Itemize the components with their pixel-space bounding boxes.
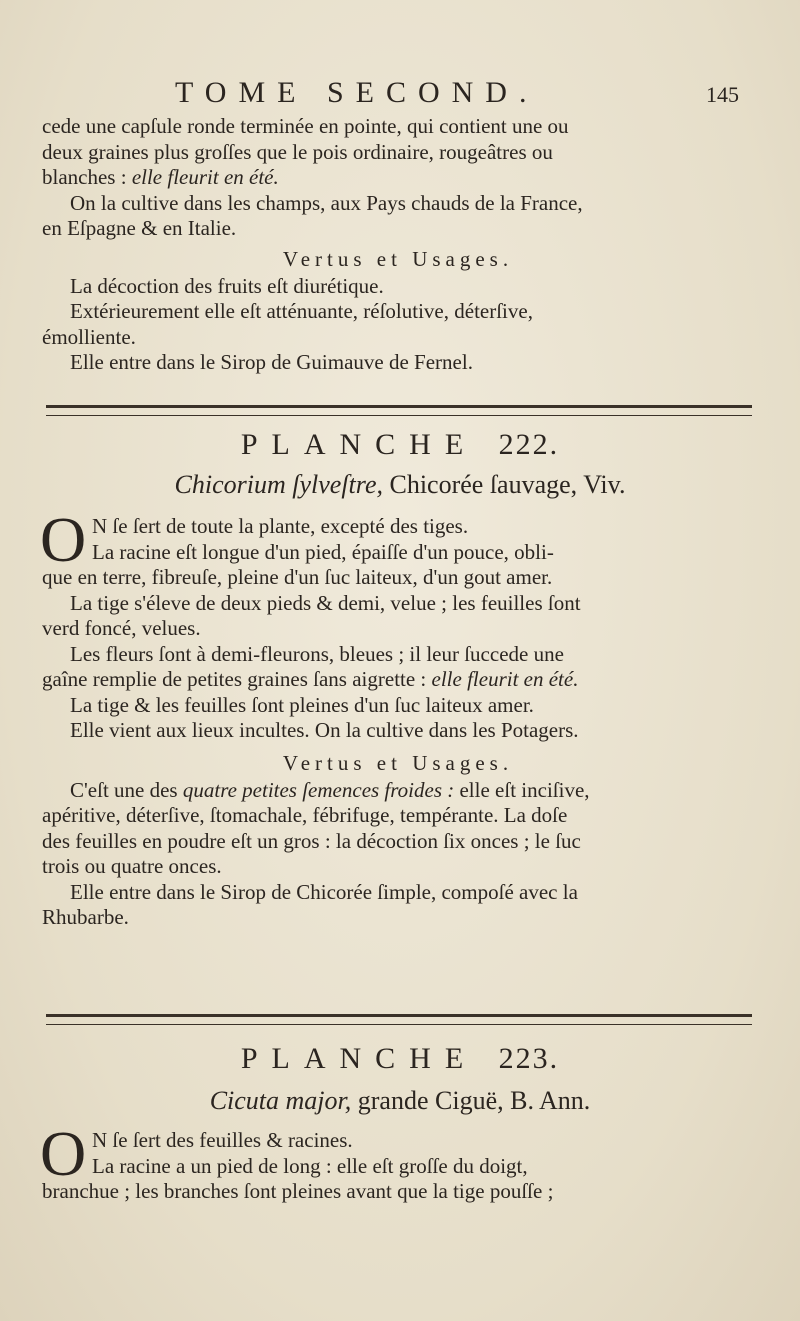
text-line: que en terre, fibreuſe, pleine d'un ſuc laiteux, d'un gout amer. (42, 565, 553, 589)
page-number: 145 (706, 82, 739, 107)
drop-cap: O (40, 504, 87, 575)
text-line: branchue ; les branches ſont pleines avant que la tige pouſſe ; (42, 1179, 554, 1203)
french-name: grande Ciguë, B. Ann. (357, 1086, 591, 1115)
planche-223-body (42, 1128, 754, 1205)
text-line: On la cultive dans les champs, aux Pays chauds de la France, (70, 190, 583, 215)
text-line: C'eſt une des (70, 777, 178, 802)
text-line: en Eſpagne & en Italie. (42, 216, 237, 240)
vertus-heading: Vertus et Usages. (282, 246, 514, 271)
continuation-section (42, 114, 754, 376)
plant-name (0, 470, 800, 500)
section-rule (46, 405, 752, 416)
text-line: verd foncé, velues. (42, 616, 201, 640)
planche-label: PLANCHE (240, 1042, 478, 1075)
page-header (175, 74, 755, 114)
section-rule (46, 1014, 752, 1025)
text-line: des feuilles en poudre eſt un gros : la décoction ſix onces ; le ſuc (42, 828, 581, 853)
text-line: La décoction des fruits eſt diurétique. (70, 273, 384, 298)
text-line: Les fleurs ſont à demi-fleurons, bleues ; il leur ſuccede une (70, 641, 564, 666)
text-line: La tige s'éleve de deux pieds & demi, velue ; les feuilles ſont (70, 590, 581, 615)
text-line: N ſe ſert des feuilles & racines. (92, 1128, 353, 1152)
text-line: Elle entre dans le Sirop de Guimauve de Fernel. (70, 350, 473, 374)
text-line: elle eſt inciſive, (459, 777, 590, 802)
text-line: Elle vient aux lieux incultes. On la cultive dans les Potagers. (70, 718, 579, 742)
text-line: trois ou quatre onces. (42, 854, 222, 878)
text-line: Extérieurement elle eſt atténuante, réſolutive, déterſive, (70, 299, 533, 323)
flowering-note: elle fleurit en été. (431, 667, 579, 691)
text-line: apéritive, déterſive, ſtomachale, fébrifuge, tempérante. La doſe (42, 803, 568, 827)
french-name: Chicorée ſauvage, Viv. (389, 470, 626, 499)
text-line: deux graines plus groſſes que le pois ordinaire, rougeâtres ou (42, 139, 553, 164)
flowering-note: elle fleurit en été. (131, 165, 279, 189)
planche-title (0, 428, 800, 462)
running-title: TOME SECOND. (175, 76, 539, 109)
text-line: Elle entre dans le Sirop de Chicorée ſimple, compoſé avec la (70, 879, 578, 904)
text-line: La racine eſt longue d'un pied, épaiſſe d'un pouce, obli- (92, 539, 554, 564)
planche-title (0, 1042, 800, 1076)
latin-name: Chicorium ſylveſtre, (174, 470, 383, 499)
latin-name: Cicuta major, (209, 1086, 352, 1115)
plant-name (0, 1086, 800, 1116)
vertus-heading: Vertus et Usages. (282, 750, 514, 775)
text-line: N ſe ſert de toute la plante, excepté des tiges. (92, 514, 469, 538)
text-line: cede une capſule ronde terminée en pointe, qui contient une ou (42, 114, 569, 138)
text-line: Rhubarbe. (42, 905, 129, 929)
drop-cap: O (40, 1118, 87, 1189)
seeds-note: quatre petites ſemences froides : (182, 777, 455, 802)
text-line: La tige & les feuilles ſont pleines d'un ſuc laiteux amer. (70, 692, 534, 717)
planche-number: 222. (498, 428, 560, 461)
text-line: gaîne remplie de petites graines ſans aigrette : (42, 667, 427, 691)
planche-number: 223. (498, 1042, 560, 1075)
planche-label: PLANCHE (240, 428, 478, 461)
text-line: La racine a un pied de long : elle eſt groſſe du doigt, (92, 1153, 528, 1178)
text-line: blanches : (42, 165, 127, 189)
text-line: émolliente. (42, 324, 136, 349)
planche-222-body (42, 514, 754, 931)
